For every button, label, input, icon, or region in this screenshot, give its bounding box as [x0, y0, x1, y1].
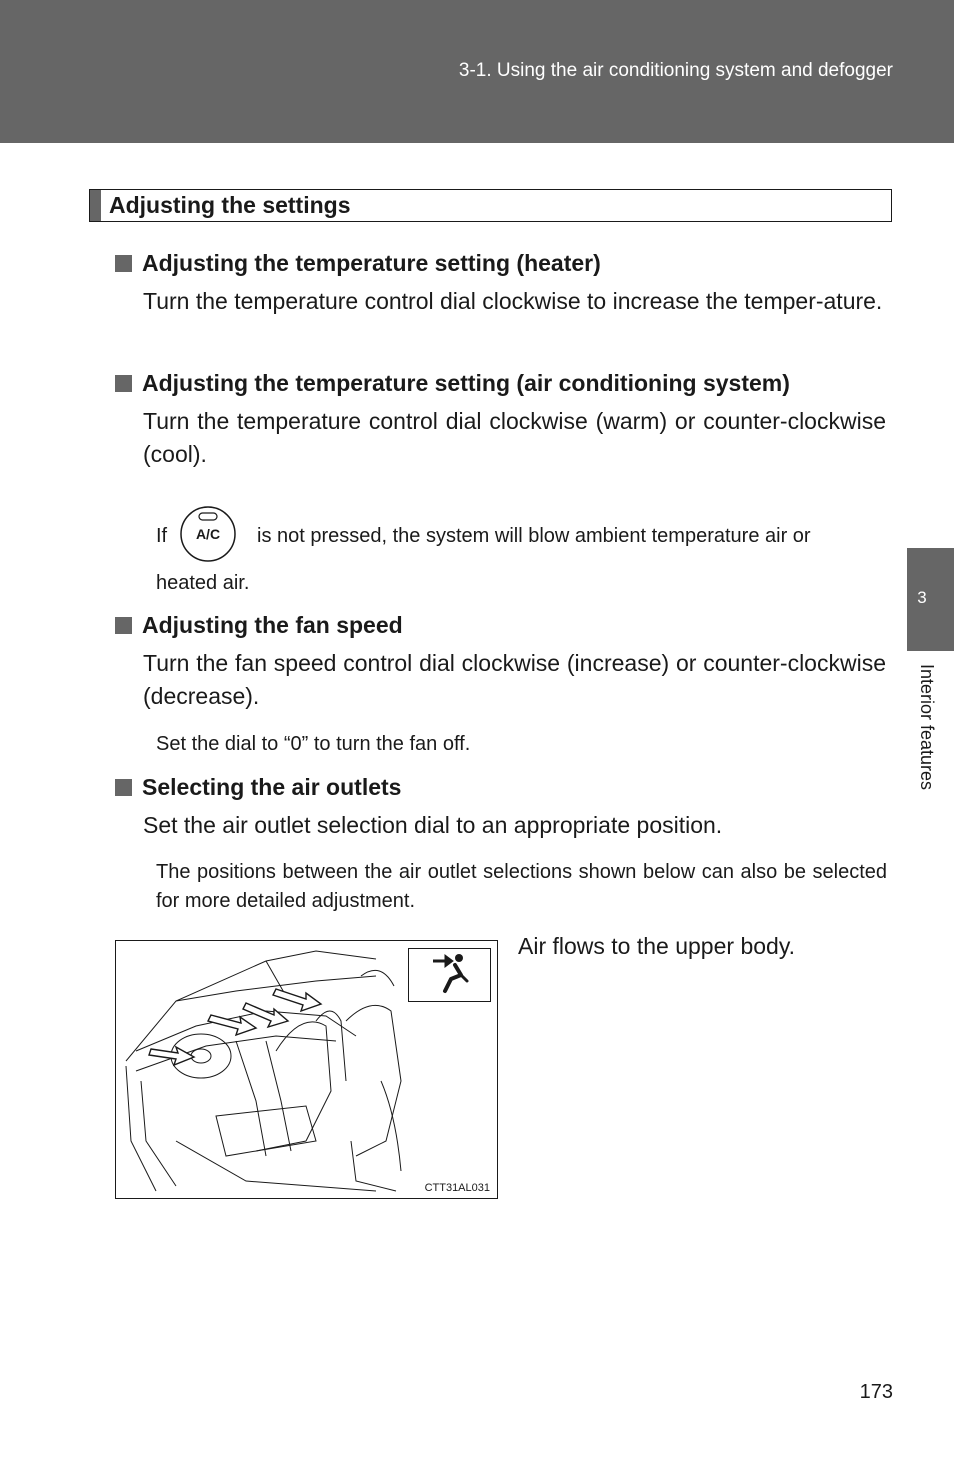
- subsection-body-heater: Turn the temperature control dial clockwise to increase the temper-ature.: [143, 288, 883, 314]
- car-interior-figure: [115, 940, 498, 1199]
- chapter-number: 3: [917, 588, 927, 607]
- chapter-title: 3-1. Using the air conditioning system and defogger: [458, 60, 893, 81]
- page-number: 173: [859, 1381, 893, 1403]
- ac-button-label: A/C: [195, 526, 221, 542]
- subsection-body-ac: Turn the temperature control dial clockwise (warm) or counter-clockwise (cool).: [143, 408, 886, 467]
- square-bullet-icon: [115, 375, 132, 392]
- section-title-bar: [90, 190, 101, 221]
- figure-code: CTT31AL031: [424, 1182, 490, 1194]
- section-title: Adjusting the settings: [109, 192, 351, 218]
- note-fan: Set the dial to “0” to turn the fan off.: [156, 733, 471, 755]
- subsection-heading-text: Selecting the air outlets: [142, 774, 402, 800]
- note-outlets: The positions between the air outlet selections shown below can also be selected for more detailed adjustment.: [156, 861, 887, 912]
- subsection-heading-fan: [115, 612, 403, 639]
- subsection-heading-outlets: [115, 774, 401, 801]
- figure-caption: Air flows to the upper body.: [518, 933, 795, 959]
- section-title-box: [89, 189, 892, 222]
- subsection-heading-heater: [115, 250, 601, 277]
- ac-button-icon: [178, 505, 238, 563]
- square-bullet-icon: [115, 779, 132, 796]
- square-bullet-icon: [115, 255, 132, 272]
- note-ac-text: is not pressed, the system will blow ambient temperature air or: [257, 525, 811, 547]
- subsection-heading-text: Adjusting the temperature setting (air conditioning system): [142, 370, 790, 396]
- note-ac-text-cont: heated air.: [156, 572, 250, 594]
- subsection-body-fan: Turn the fan speed control dial clockwise (increase) or counter-clockwise (decrease).: [143, 650, 886, 709]
- chapter-tab-label: Interior features: [917, 664, 937, 791]
- header-band: [0, 0, 954, 143]
- note-prefix: If: [156, 525, 168, 547]
- face-vent-icon: [409, 949, 490, 1001]
- square-bullet-icon: [115, 617, 132, 634]
- subsection-heading-text: Adjusting the fan speed: [142, 612, 403, 638]
- subsection-body-outlets: Set the air outlet selection dial to an appropriate position.: [143, 812, 723, 838]
- chapter-tab: [907, 548, 954, 651]
- subsection-heading-ac: [115, 370, 790, 397]
- subsection-heading-text: Adjusting the temperature setting (heater): [142, 250, 601, 276]
- face-vent-icon-box: [408, 948, 491, 1002]
